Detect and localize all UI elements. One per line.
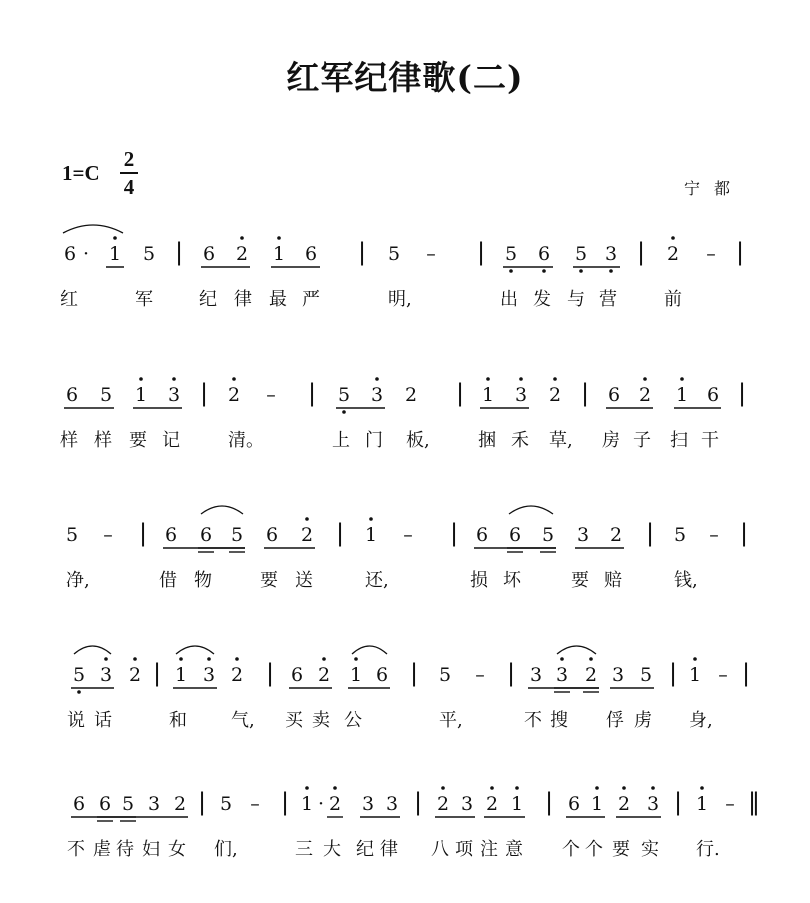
- note: 6: [202, 243, 216, 265]
- note: 2: [548, 384, 562, 406]
- lyric-char: 和: [169, 710, 187, 731]
- lyric-char: 不: [524, 710, 542, 731]
- note: 3: [514, 384, 528, 406]
- barline: |: [265, 659, 275, 687]
- octave-dot-above: [490, 786, 494, 790]
- octave-dot-below: [609, 269, 613, 273]
- dash: –: [718, 664, 728, 686]
- octave-dot-above: [595, 786, 599, 790]
- note: 3: [604, 243, 618, 265]
- key-signature: 1=C: [62, 161, 100, 185]
- lyric-char: 项: [455, 839, 473, 860]
- barline: |: [506, 659, 516, 687]
- octave-dot-below: [77, 690, 81, 694]
- note: 2: [404, 384, 418, 406]
- dash: –: [426, 243, 436, 265]
- octave-dot-above: [305, 517, 309, 521]
- time-signature-bottom: 4: [123, 175, 135, 199]
- note: 5: [541, 524, 555, 546]
- lyric-char: 身,: [689, 710, 713, 731]
- lyric-char: 严: [302, 289, 320, 310]
- note: 3: [555, 664, 569, 686]
- note: 1: [349, 664, 363, 686]
- lyric-char: 个: [585, 839, 603, 860]
- barline: |: [449, 519, 459, 547]
- note: 6: [72, 793, 86, 815]
- note: 6: [63, 243, 77, 265]
- dash: –: [103, 524, 113, 546]
- note: 3: [576, 524, 590, 546]
- slur: [201, 506, 243, 514]
- octave-dot-above: [693, 657, 697, 661]
- lyric-char: 俘: [606, 710, 624, 731]
- note: 3: [646, 793, 660, 815]
- note: 1: [272, 243, 286, 265]
- lyric-char: 发: [533, 289, 551, 310]
- note: 6: [567, 793, 581, 815]
- lyric-char: 草,: [549, 430, 573, 451]
- barline: |: [668, 659, 678, 687]
- slur: [74, 646, 111, 654]
- note: 5: [99, 384, 113, 406]
- note: 1: [695, 793, 709, 815]
- note: 6: [199, 524, 213, 546]
- note: 6: [290, 664, 304, 686]
- lyric-char: 不: [67, 839, 85, 860]
- octave-dot-below: [509, 269, 513, 273]
- barline: |: [544, 788, 554, 816]
- lyric-char: 样: [94, 430, 112, 451]
- note: 2: [128, 664, 142, 686]
- time-signature-top: 2: [123, 147, 135, 171]
- note: 5: [219, 793, 233, 815]
- note: 2: [666, 243, 680, 265]
- note: 5: [639, 664, 653, 686]
- barline: |: [455, 379, 465, 407]
- dash: –: [403, 524, 413, 546]
- lyric-char: 禾: [511, 430, 529, 451]
- note: 5: [142, 243, 156, 265]
- barline: |: [739, 519, 749, 547]
- note: 5: [673, 524, 687, 546]
- barline: |: [197, 788, 207, 816]
- octave-dot-above: [622, 786, 626, 790]
- note: 3: [202, 664, 216, 686]
- lyric-char: 门: [365, 430, 383, 451]
- lyric-char: 送: [295, 570, 313, 591]
- lyric-char: 还,: [365, 570, 389, 591]
- note: 5: [504, 243, 518, 265]
- lyric-char: 注: [480, 839, 498, 860]
- note: 2: [328, 793, 342, 815]
- lyric-char: 实: [641, 839, 659, 860]
- note: 5: [65, 524, 79, 546]
- octave-dot-above: [133, 657, 137, 661]
- barline: |: [138, 519, 148, 547]
- note: 2: [436, 793, 450, 815]
- note: 1: [174, 664, 188, 686]
- lyric-char: 坏: [503, 570, 521, 591]
- lyric-char: 扫: [670, 430, 688, 451]
- lyric-char: 三: [295, 839, 313, 860]
- lyric-char: 话: [94, 710, 112, 731]
- octave-dot-above: [560, 657, 564, 661]
- note: 1: [590, 793, 604, 815]
- lyric-char: 意: [505, 839, 523, 860]
- lyric-char: 平,: [439, 710, 463, 731]
- note: 2: [584, 664, 598, 686]
- note: 5: [72, 664, 86, 686]
- lyric-char: 行.: [696, 839, 720, 860]
- slur: [176, 646, 214, 654]
- note: 6: [65, 384, 79, 406]
- dot: ·: [82, 243, 90, 265]
- barline: |: [409, 659, 419, 687]
- barline: |: [174, 238, 184, 266]
- note: 2: [173, 793, 187, 815]
- note: 2: [227, 384, 241, 406]
- origin-label: 宁都: [684, 179, 745, 198]
- note: 5: [337, 384, 351, 406]
- lyric-char: 损: [470, 570, 488, 591]
- barline: |: [580, 379, 590, 407]
- note: 6: [537, 243, 551, 265]
- lyric-char: 公: [344, 710, 362, 731]
- note: 1: [108, 243, 122, 265]
- lyric-char: 记: [162, 430, 180, 451]
- lyric-char: 要: [612, 839, 630, 860]
- note: 6: [607, 384, 621, 406]
- octave-dot-above: [240, 236, 244, 240]
- lyric-char: 明,: [388, 289, 412, 310]
- barline: |: [280, 788, 290, 816]
- octave-dot-above: [104, 657, 108, 661]
- octave-dot-below: [542, 269, 546, 273]
- note: 6: [375, 664, 389, 686]
- lyric-char: 最: [269, 289, 287, 310]
- song-title: 红军纪律歌(二): [286, 58, 524, 97]
- octave-dot-above: [172, 377, 176, 381]
- note: 1: [300, 793, 314, 815]
- octave-dot-above: [515, 786, 519, 790]
- octave-dot-above: [235, 657, 239, 661]
- octave-dot-above: [519, 377, 523, 381]
- barline: |: [735, 238, 745, 266]
- octave-dot-above: [651, 786, 655, 790]
- note: 6: [164, 524, 178, 546]
- note: 3: [611, 664, 625, 686]
- lyric-char: 要: [260, 570, 278, 591]
- note: 2: [317, 664, 331, 686]
- lyric-char: 借: [159, 570, 177, 591]
- octave-dot-above: [354, 657, 358, 661]
- note: 1: [481, 384, 495, 406]
- note: 6: [508, 524, 522, 546]
- lyric-char: 说: [67, 710, 85, 731]
- octave-dot-above: [589, 657, 593, 661]
- note: 2: [609, 524, 623, 546]
- note: 3: [167, 384, 181, 406]
- lyric-char: 八: [431, 839, 449, 860]
- octave-dot-above: [643, 377, 647, 381]
- octave-dot-above: [139, 377, 143, 381]
- note: 2: [638, 384, 652, 406]
- lyric-char: 妇: [142, 839, 160, 860]
- slur: [352, 646, 387, 654]
- note: 2: [617, 793, 631, 815]
- slur: [63, 225, 123, 233]
- lyric-char: 搜: [550, 710, 568, 731]
- lyric-char: 个: [562, 839, 580, 860]
- lyric-char: 赔: [604, 570, 622, 591]
- lyric-char: 净,: [66, 570, 90, 591]
- note: 6: [265, 524, 279, 546]
- lyric-char: 纪: [356, 839, 374, 860]
- slur: [509, 506, 553, 514]
- lyric-char: 律: [380, 839, 398, 860]
- note: 3: [99, 664, 113, 686]
- lyric-char: 要: [129, 430, 147, 451]
- note: 5: [574, 243, 588, 265]
- note: 6: [304, 243, 318, 265]
- lyric-char: 要: [571, 570, 589, 591]
- lyric-char: 虐: [93, 839, 111, 860]
- octave-dot-above: [375, 377, 379, 381]
- note: 2: [300, 524, 314, 546]
- octave-dot-above: [207, 657, 211, 661]
- note: 2: [485, 793, 499, 815]
- dash: –: [706, 243, 716, 265]
- lyric-char: 与: [567, 289, 585, 310]
- lyric-char: 营: [599, 289, 617, 310]
- note: 2: [230, 664, 244, 686]
- octave-dot-above: [277, 236, 281, 240]
- lyric-char: 虏: [634, 710, 652, 731]
- octave-dot-above: [113, 236, 117, 240]
- slur: [557, 646, 596, 654]
- octave-dot-above: [322, 657, 326, 661]
- lyric-char: 红: [60, 289, 78, 310]
- lyric-char: 钱,: [674, 570, 698, 591]
- note: 1: [675, 384, 689, 406]
- note: 5: [121, 793, 135, 815]
- lyric-char: 律: [234, 289, 252, 310]
- lyric-char: 样: [60, 430, 78, 451]
- lyric-char: 待: [116, 839, 134, 860]
- note: 6: [706, 384, 720, 406]
- dash: –: [250, 793, 260, 815]
- note: 1: [364, 524, 378, 546]
- lyric-char: 们,: [214, 839, 238, 860]
- octave-dot-above: [369, 517, 373, 521]
- lyric-char: 女: [168, 839, 186, 860]
- lyric-char: 买: [285, 710, 303, 731]
- lyric-char: 板,: [406, 430, 430, 451]
- octave-dot-above: [305, 786, 309, 790]
- barline: |: [307, 379, 317, 407]
- barline: |: [335, 519, 345, 547]
- lyric-char: 子: [633, 430, 651, 451]
- lyric-char: 上: [332, 430, 350, 451]
- dash: –: [725, 793, 735, 815]
- octave-dot-above: [680, 377, 684, 381]
- note: 1: [510, 793, 524, 815]
- note: 3: [385, 793, 399, 815]
- lyric-char: 纪: [199, 289, 217, 310]
- note: 5: [387, 243, 401, 265]
- lyric-char: 前: [664, 289, 682, 310]
- octave-dot-above: [179, 657, 183, 661]
- note: 6: [475, 524, 489, 546]
- octave-dot-below: [342, 410, 346, 414]
- barline: |: [413, 788, 423, 816]
- note: 3: [529, 664, 543, 686]
- lyric-char: 干: [701, 430, 719, 451]
- lyric-char: 气,: [231, 710, 255, 731]
- lyric-char: 物: [194, 570, 212, 591]
- note: 1: [134, 384, 148, 406]
- barline: |: [673, 788, 683, 816]
- note: 3: [361, 793, 375, 815]
- dash: –: [475, 664, 485, 686]
- barline: |: [741, 659, 751, 687]
- note: 5: [230, 524, 244, 546]
- note: 6: [98, 793, 112, 815]
- lyric-char: 捆: [478, 430, 496, 451]
- octave-dot-above: [486, 377, 490, 381]
- barline: |: [357, 238, 367, 266]
- octave-dot-above: [671, 236, 675, 240]
- octave-dot-above: [553, 377, 557, 381]
- barline: |: [645, 519, 655, 547]
- lyric-char: 卖: [312, 710, 330, 731]
- lyric-char: 大: [323, 839, 341, 860]
- lyric-char: 房: [602, 430, 620, 451]
- octave-dot-above: [333, 786, 337, 790]
- lyric-char: 军: [135, 289, 153, 310]
- octave-dot-above: [700, 786, 704, 790]
- barline: |: [152, 659, 162, 687]
- lyric-char: 出: [500, 289, 518, 310]
- barline: |: [199, 379, 209, 407]
- note: 1: [688, 664, 702, 686]
- note: 2: [235, 243, 249, 265]
- barline: |: [636, 238, 646, 266]
- barline: ‖: [748, 788, 760, 816]
- note: 3: [147, 793, 161, 815]
- note: 5: [438, 664, 452, 686]
- dot: ·: [317, 793, 325, 815]
- dash: –: [709, 524, 719, 546]
- octave-dot-below: [579, 269, 583, 273]
- note: 3: [460, 793, 474, 815]
- note: 3: [370, 384, 384, 406]
- barline: |: [737, 379, 747, 407]
- octave-dot-above: [232, 377, 236, 381]
- dash: –: [266, 384, 276, 406]
- lyric-char: 清。: [228, 430, 264, 451]
- octave-dot-above: [441, 786, 445, 790]
- barline: |: [476, 238, 486, 266]
